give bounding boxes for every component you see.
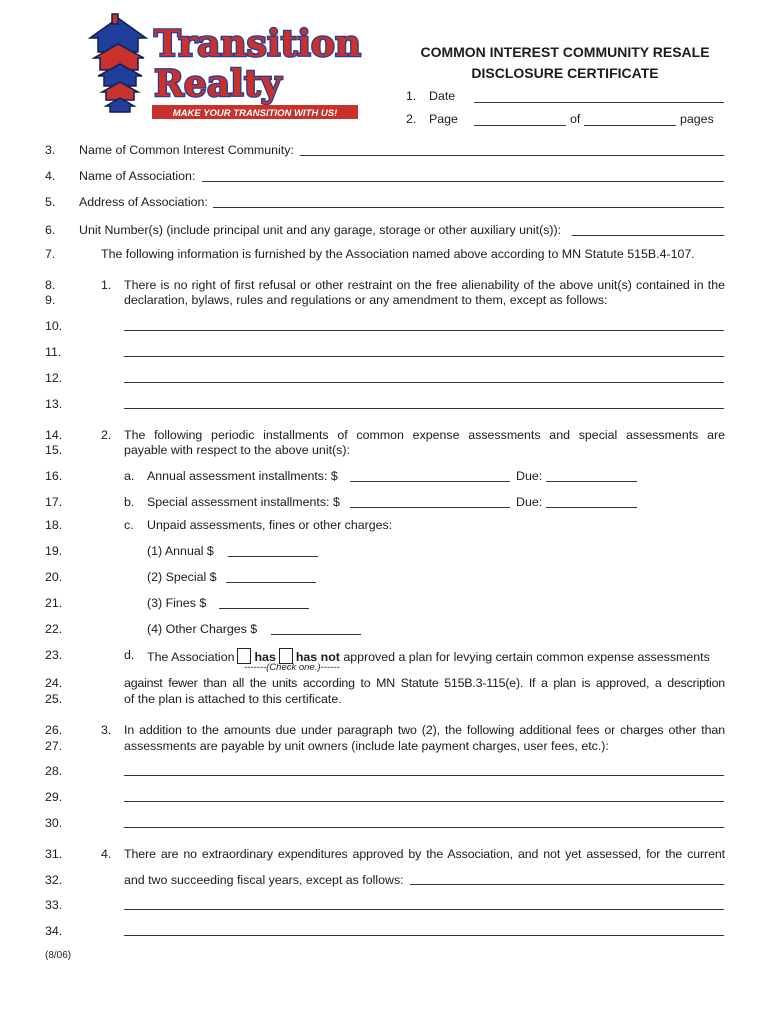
- page-label: Page: [429, 112, 458, 126]
- other-charges-field[interactable]: [271, 634, 361, 635]
- date-label: Date: [429, 89, 456, 103]
- date-field[interactable]: [474, 102, 724, 103]
- plan-text: approved a plan for levying certain common expense assessments: [343, 650, 710, 664]
- line-number: 12.: [45, 371, 63, 385]
- unpaid-annual-label: (1) Annual $: [147, 544, 214, 558]
- item-c-label: c.: [124, 518, 134, 532]
- unpaid-special-label: (2) Special $: [147, 570, 217, 584]
- house-stack-icon: [88, 12, 368, 124]
- line-number: 31.: [45, 847, 63, 861]
- line-number: 22.: [45, 622, 63, 636]
- line-number: 9.: [45, 293, 56, 307]
- line-number: 27.: [45, 739, 63, 753]
- additional-fees-field[interactable]: [124, 827, 724, 828]
- additional-fees-field[interactable]: [124, 801, 724, 802]
- line-number: 17.: [45, 495, 63, 509]
- line-number: 13.: [45, 397, 63, 411]
- has-not-label: has not: [295, 650, 340, 664]
- page-field[interactable]: [474, 125, 566, 126]
- paragraph-4-line1: There are no extraordinary expenditures approved by the Association, and not yet assessed, for the current: [124, 847, 725, 861]
- has-label: has: [254, 650, 276, 664]
- paragraph-3-line2: assessments are payable by unit owners (include late payment charges, user fees, etc.):: [124, 739, 609, 753]
- line-number: 21.: [45, 596, 63, 610]
- unpaid-special-field[interactable]: [226, 582, 316, 583]
- annual-installments-label: Annual assessment installments: $: [147, 469, 338, 483]
- line-number: 18.: [45, 518, 63, 532]
- association-address-label: Address of Association:: [79, 195, 208, 209]
- svg-text:MAKE YOUR TRANSITION WITH US!: MAKE YOUR TRANSITION WITH US!: [172, 108, 338, 119]
- unit-numbers-field[interactable]: [572, 235, 724, 236]
- association-text: The Association: [147, 650, 235, 664]
- extraordinary-expenditures-field[interactable]: [124, 909, 724, 910]
- line-number: 10.: [45, 319, 63, 333]
- company-logo: [88, 12, 368, 127]
- form-title-line1: COMMON INTEREST COMMUNITY RESALE: [420, 44, 710, 60]
- paragraph-3-number: 3.: [101, 723, 112, 737]
- association-name-label: Name of Association:: [79, 169, 196, 183]
- special-installments-label: Special assessment installments: $: [147, 495, 340, 509]
- line-number: 29.: [45, 790, 63, 804]
- svg-text:Transition: Transition: [154, 23, 362, 65]
- statute-intro-text: The following information is furnished by the Association named above according to MN Statute 515B.4-107.: [101, 247, 695, 261]
- form-title-line2: DISCLOSURE CERTIFICATE: [471, 65, 659, 81]
- line-number: 33.: [45, 898, 63, 912]
- line-number: 19.: [45, 544, 63, 558]
- other-charges-label: (4) Other Charges $: [147, 622, 258, 636]
- line-number: 23.: [45, 648, 63, 662]
- restraint-exception-field[interactable]: [124, 382, 724, 383]
- assessment-plan-sentence: [147, 648, 710, 664]
- special-due-label: Due:: [516, 495, 543, 509]
- line-number: 8.: [45, 278, 56, 292]
- revision-date: (8/06): [45, 950, 72, 961]
- association-name-field[interactable]: [202, 181, 724, 182]
- line-number: 24.: [45, 676, 63, 690]
- line-number: 5.: [45, 195, 56, 209]
- restraint-exception-field[interactable]: [124, 330, 724, 331]
- paragraph-1-line1: There is no right of first refusal or other restraint on the free alienability of the above unit(s) contained in the: [124, 278, 725, 292]
- page-number: 2.: [406, 112, 417, 126]
- line-number: 32.: [45, 873, 63, 887]
- annual-installments-field[interactable]: [350, 481, 510, 482]
- annual-due-field[interactable]: [546, 481, 637, 482]
- paragraph-2-line2: payable with respect to the above unit(s):: [124, 443, 350, 457]
- pages-label: pages: [680, 112, 714, 126]
- paragraph-4-line2: and two succeeding fiscal years, except as follows:: [124, 873, 404, 887]
- restraint-exception-field[interactable]: [124, 408, 724, 409]
- line-number: 11.: [45, 345, 62, 359]
- unpaid-annual-field[interactable]: [228, 556, 318, 557]
- extraordinary-expenditures-field[interactable]: [124, 935, 724, 936]
- community-name-label: Name of Common Interest Community:: [79, 143, 294, 157]
- unpaid-fines-field[interactable]: [219, 608, 309, 609]
- svg-text:Realty: Realty: [154, 63, 282, 105]
- line-number: 28.: [45, 764, 63, 778]
- total-pages-field[interactable]: [584, 125, 676, 126]
- special-due-field[interactable]: [546, 507, 637, 508]
- line-number: 7.: [45, 247, 56, 261]
- item-d-label: d.: [124, 648, 135, 662]
- paragraph-1-number: 1.: [101, 278, 112, 292]
- unpaid-charges-label: Unpaid assessments, fines or other charges:: [147, 518, 393, 532]
- line-number: 6.: [45, 223, 56, 237]
- special-installments-field[interactable]: [350, 507, 510, 508]
- community-name-field[interactable]: [300, 155, 724, 156]
- line-number: 34.: [45, 924, 63, 938]
- restraint-exception-field[interactable]: [124, 356, 724, 357]
- line-number: 20.: [45, 570, 63, 584]
- additional-fees-field[interactable]: [124, 775, 724, 776]
- item-b-label: b.: [124, 495, 135, 509]
- date-number: 1.: [406, 89, 417, 103]
- line-number: 4.: [45, 169, 56, 183]
- line-number: 26.: [45, 723, 63, 737]
- item-a-label: a.: [124, 469, 135, 483]
- paragraph-3-line1: In addition to the amounts due under paragraph two (2), the following additional fees or charges other than: [124, 723, 725, 737]
- unpaid-fines-label: (3) Fines $: [147, 596, 207, 610]
- extraordinary-expenditures-field[interactable]: [410, 884, 724, 885]
- of-label: of: [570, 112, 581, 126]
- association-address-field[interactable]: [213, 207, 724, 208]
- paragraph-1-line2: declaration, bylaws, rules and regulations or any amendment to them, except as follows:: [124, 293, 608, 307]
- line-number: 14.: [45, 428, 63, 442]
- line-number: 16.: [45, 469, 63, 483]
- paragraph-4-number: 4.: [101, 847, 112, 861]
- paragraph-2-number: 2.: [101, 428, 112, 442]
- check-one-note: -------(Check one.)------: [244, 662, 340, 673]
- assessment-plan-line2: against fewer than all the units according to MN Statute 515B.3-115(e). If a plan is approved, a description: [124, 676, 725, 690]
- paragraph-2-line1: The following periodic installments of common expense assessments and special assessments are: [124, 428, 725, 442]
- assessment-plan-line3: of the plan is attached to this certificate.: [124, 692, 342, 706]
- annual-due-label: Due:: [516, 469, 543, 483]
- line-number: 30.: [45, 816, 63, 830]
- line-number: 15.: [45, 443, 63, 457]
- unit-numbers-label: Unit Number(s) (include principal unit and any garage, storage or other auxiliary unit(s)):: [79, 223, 562, 237]
- line-number: 25.: [45, 692, 63, 706]
- line-number: 3.: [45, 143, 56, 157]
